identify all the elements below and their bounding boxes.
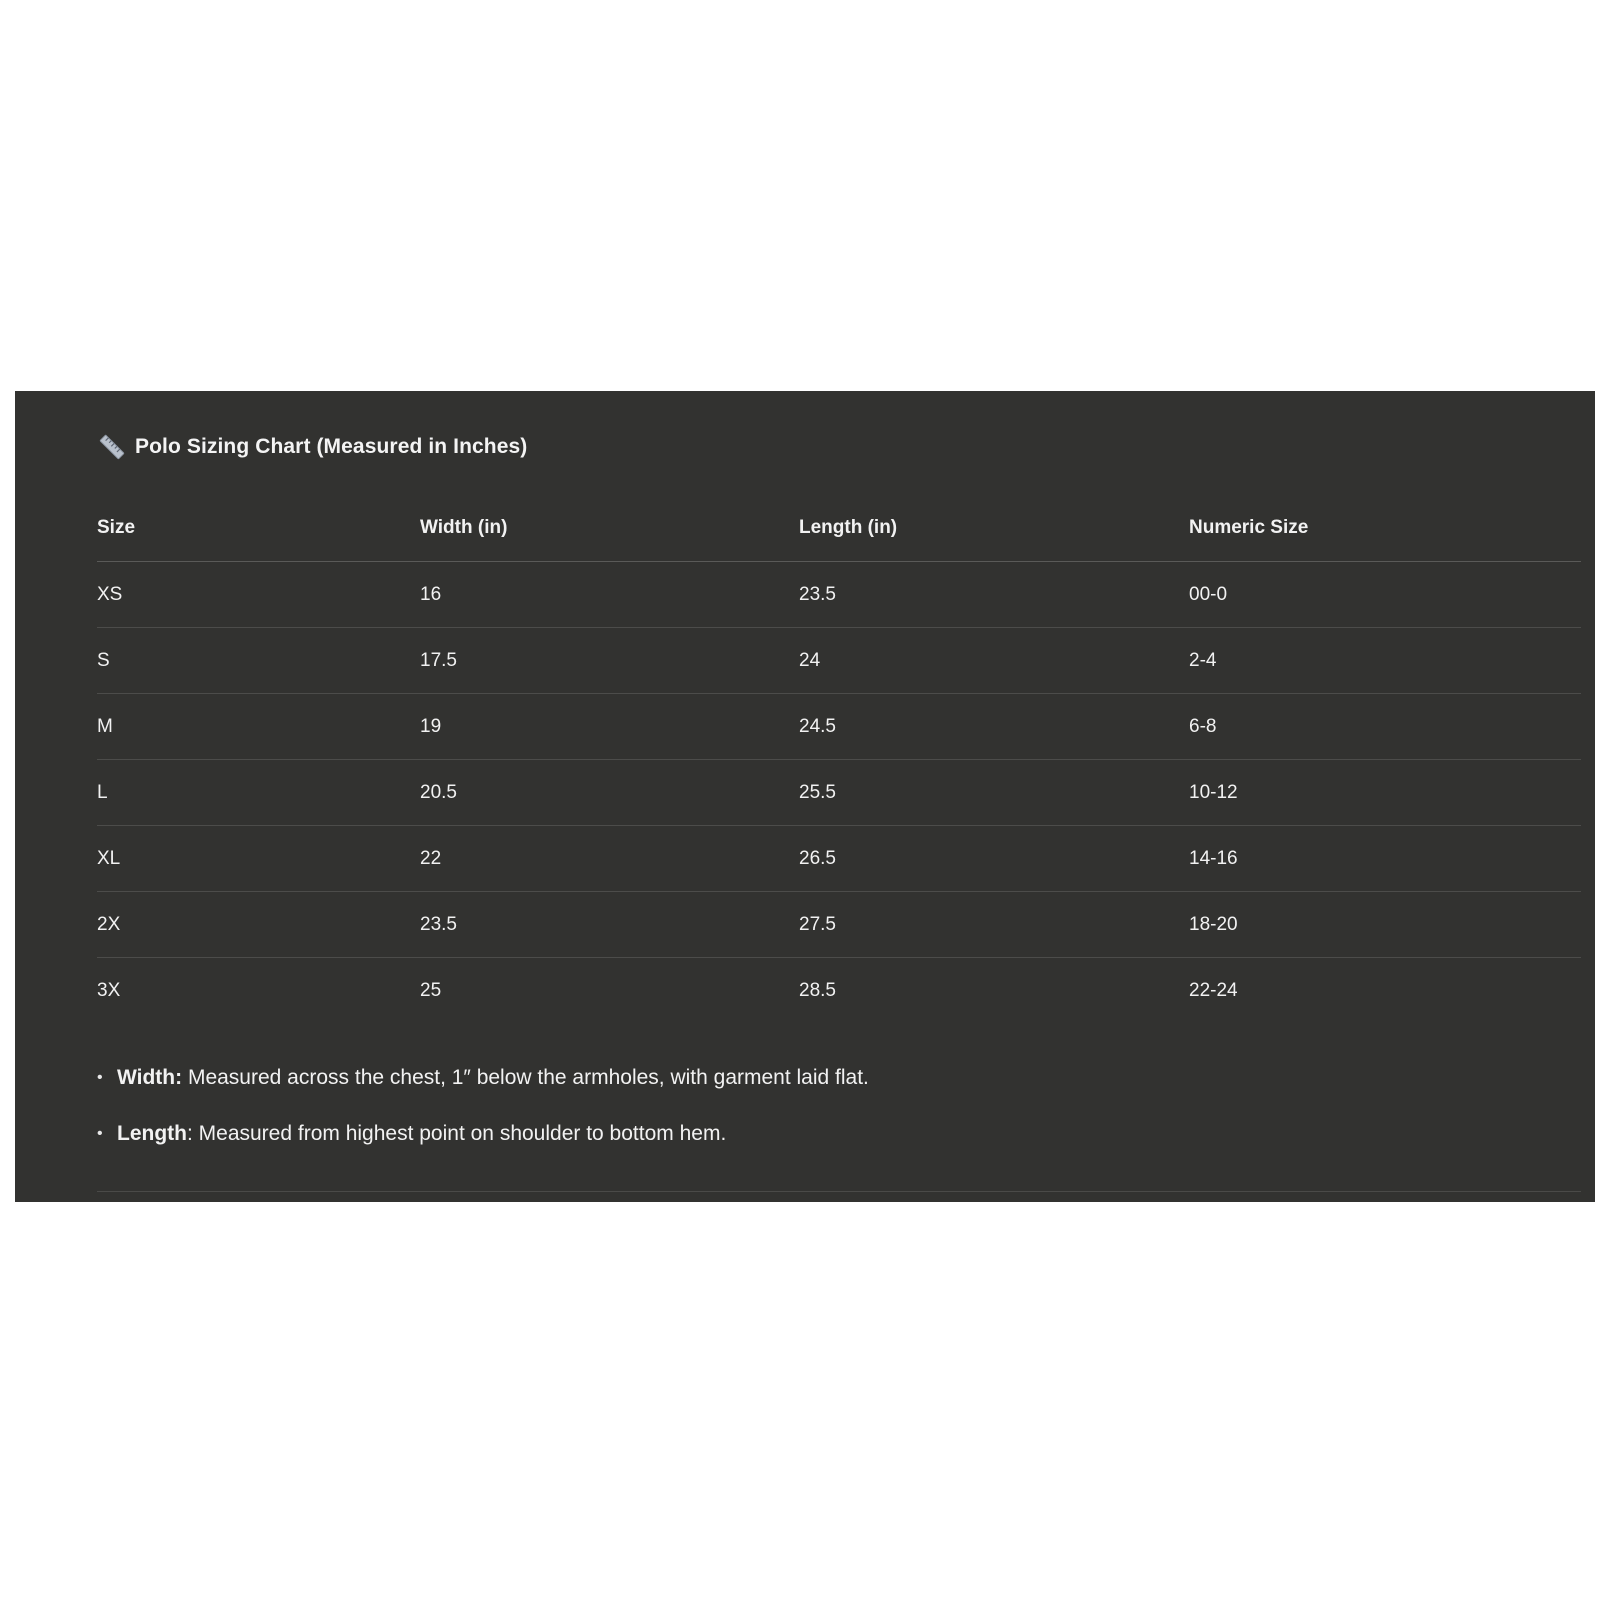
cell-size: M xyxy=(97,715,113,737)
column-header-size: Size xyxy=(97,495,420,562)
cell-width: 19 xyxy=(420,715,442,737)
cell-size: XS xyxy=(97,583,123,605)
cell-length: 25.5 xyxy=(799,781,836,803)
cell-size: S xyxy=(97,649,110,671)
measurement-notes xyxy=(97,1063,869,1175)
column-header-length: Length (in) xyxy=(799,495,1189,562)
cell-size: 2X xyxy=(97,913,121,935)
cell-length: 24.5 xyxy=(799,715,836,737)
cell-width: 17.5 xyxy=(420,649,457,671)
cell-length: 26.5 xyxy=(799,847,836,869)
cell-width: 23.5 xyxy=(420,913,457,935)
cell-length: 27.5 xyxy=(799,913,836,935)
note-term: Length xyxy=(117,1122,187,1145)
cell-size: 3X xyxy=(97,979,121,1001)
note-width xyxy=(97,1063,869,1093)
cell-length: 23.5 xyxy=(799,583,836,605)
cell-width: 22 xyxy=(420,847,442,869)
column-header-width: Width (in) xyxy=(420,495,799,562)
cell-numeric-size: 22-24 xyxy=(1189,979,1238,1001)
ruler-icon xyxy=(97,432,127,462)
sizing-table xyxy=(97,495,1581,1023)
column-header-numeric-size: Numeric Size xyxy=(1189,495,1581,562)
cell-numeric-size: 10-12 xyxy=(1189,781,1238,803)
page-title: Polo Sizing Chart (Measured in Inches) xyxy=(135,435,528,458)
chart-header xyxy=(97,429,527,465)
cell-width: 20.5 xyxy=(420,781,457,803)
table-row xyxy=(97,694,1581,760)
table-row xyxy=(97,826,1581,892)
cell-width: 25 xyxy=(420,979,442,1001)
table-row xyxy=(97,562,1581,628)
cell-numeric-size: 00-0 xyxy=(1189,583,1228,605)
bullet-icon: • xyxy=(97,1069,103,1086)
table-row xyxy=(97,958,1581,1024)
cell-length: 28.5 xyxy=(799,979,836,1001)
cell-length: 24 xyxy=(799,649,821,671)
table-row xyxy=(97,892,1581,958)
cell-size: XL xyxy=(97,847,121,869)
cell-size: L xyxy=(97,781,108,803)
bullet-icon: • xyxy=(97,1125,103,1142)
cell-numeric-size: 2-4 xyxy=(1189,649,1217,671)
note-text: Measured across the chest, 1″ below the armholes, with garment laid flat. xyxy=(182,1066,869,1089)
table-header-row xyxy=(97,495,1581,562)
cell-width: 16 xyxy=(420,583,442,605)
note-term: Width: xyxy=(117,1066,183,1089)
sizing-chart-panel xyxy=(15,391,1595,1202)
divider xyxy=(97,1191,1581,1192)
table-row xyxy=(97,628,1581,694)
note-text: : Measured from highest point on shoulder to bottom hem. xyxy=(186,1122,727,1145)
cell-numeric-size: 6-8 xyxy=(1189,715,1217,737)
cell-numeric-size: 14-16 xyxy=(1189,847,1238,869)
note-length xyxy=(97,1119,869,1149)
table-row xyxy=(97,760,1581,826)
cell-numeric-size: 18-20 xyxy=(1189,913,1238,935)
